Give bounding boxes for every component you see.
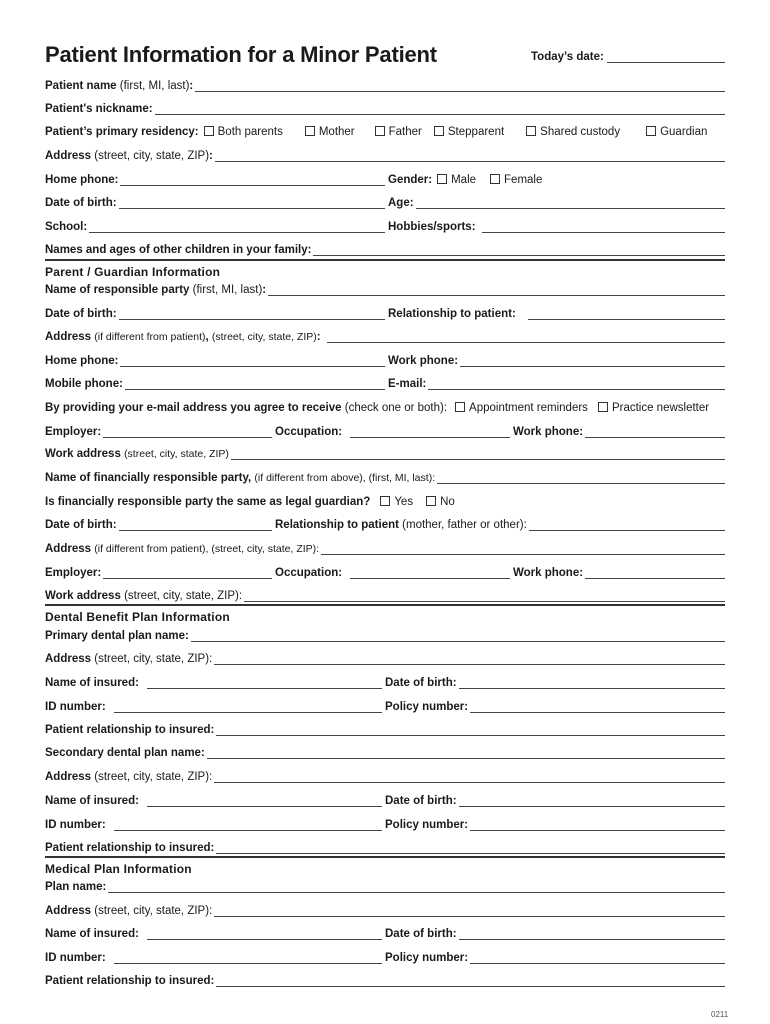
residency-guardian-checkbox[interactable]: Guardian xyxy=(646,126,707,138)
guardian-mobile-input[interactable] xyxy=(125,378,385,390)
same-as-guardian-label: Is financially responsible party the same as legal guardian? xyxy=(45,496,371,508)
guardian-relationship-label: Relationship to patient: xyxy=(388,308,516,320)
dental-dob-2-input[interactable] xyxy=(459,795,725,807)
guardian-mobile-label: Mobile phone: xyxy=(45,378,123,390)
guardian-home-phone-label: Home phone: xyxy=(45,355,119,367)
dental-relationship-1-input[interactable] xyxy=(216,724,725,736)
checkbox-icon xyxy=(437,174,447,184)
guardian-address-label: Address xyxy=(45,331,92,343)
dental-id-1-input[interactable] xyxy=(114,701,382,713)
dental-relationship-1-label: Patient relationship to insured: xyxy=(45,724,215,736)
dental-address-2-hint: (street, city, state, ZIP): xyxy=(94,771,213,783)
dental-section-title: Dental Benefit Plan Information xyxy=(45,610,230,624)
dental-address-1-hint: (street, city, state, ZIP): xyxy=(94,653,213,665)
primary-dental-plan-row xyxy=(45,626,725,642)
guardian-home-phone-input[interactable] xyxy=(120,355,385,367)
primary-dental-plan-input[interactable] xyxy=(191,630,725,642)
medical-address-label: Address xyxy=(45,905,92,917)
medical-address-input[interactable] xyxy=(214,905,725,917)
financial-address-hint: (if different from patient), (street, city, state, ZIP): xyxy=(94,543,320,555)
medical-insured-row xyxy=(45,924,725,940)
responsible-party-name-row: Name of responsible party (first, MI, last) : xyxy=(45,280,725,296)
guardian-email-input[interactable] xyxy=(428,378,725,390)
practice-newsletter-checkbox[interactable]: Practice newsletter xyxy=(598,402,709,414)
secondary-dental-plan-label: Secondary dental plan name: xyxy=(45,747,205,759)
financial-dob-input[interactable] xyxy=(119,519,272,531)
email-consent-row xyxy=(45,398,725,414)
dental-address-1-label: Address xyxy=(45,653,92,665)
siblings-row xyxy=(45,240,725,256)
financial-work-phone-label: Work phone: xyxy=(513,567,584,579)
guardian-section-title: Parent / Guardian Information xyxy=(45,265,221,279)
financial-work-phone-input[interactable] xyxy=(585,567,725,579)
guardian-address-row: Address (if different from patient) , (street, city, state, ZIP) : xyxy=(45,327,725,343)
guardian-address-input[interactable] xyxy=(327,331,725,343)
dental-id-1-label: ID number: xyxy=(45,701,106,713)
title-row xyxy=(45,42,725,72)
home-phone-gender-row xyxy=(45,170,725,186)
medical-relationship-label: Patient relationship to insured: xyxy=(45,975,215,987)
responsible-party-name-hint: (first, MI, last) xyxy=(192,284,263,296)
gender-female-checkbox[interactable]: Female xyxy=(490,174,542,186)
responsible-party-name-input[interactable] xyxy=(268,284,725,296)
financial-party-name-row xyxy=(45,468,725,484)
financial-relationship-label: Relationship to patient xyxy=(275,519,399,531)
hobbies-label: Hobbies/sports: xyxy=(388,221,476,233)
appointment-reminders-checkbox[interactable]: Appointment reminders xyxy=(455,402,588,414)
financial-work-address-hint: (street, city, state, ZIP): xyxy=(124,590,243,602)
financial-address-label: Address xyxy=(45,543,92,555)
page-title: Patient Information for a Minor Patient xyxy=(45,42,437,67)
secondary-dental-plan-input[interactable] xyxy=(207,747,725,759)
financial-employer-input[interactable] xyxy=(103,567,272,579)
section-divider xyxy=(45,259,725,261)
guardian-work-address-input[interactable] xyxy=(231,448,725,460)
guardian-work-address-hint: (street, city, state, ZIP) xyxy=(124,448,229,460)
guardian-work-phone-label: Work phone: xyxy=(388,355,459,367)
dental-dob-1-input[interactable] xyxy=(459,677,725,689)
dental-address-2-input[interactable] xyxy=(214,771,725,783)
todays-date-input[interactable] xyxy=(607,51,725,63)
residency-shared-custody-checkbox[interactable]: Shared custody xyxy=(526,126,620,138)
dental-id-2-label: ID number: xyxy=(45,819,106,831)
dental-dob-2-label: Date of birth: xyxy=(385,795,457,807)
patient-dob-input[interactable] xyxy=(119,197,385,209)
financial-work-address-label: Work address xyxy=(45,590,121,602)
section-divider xyxy=(45,604,725,606)
patient-address-label: Address xyxy=(45,150,92,162)
dental-dob-1-label: Date of birth: xyxy=(385,677,457,689)
email-consent-label: By providing your e-mail address you agree to receive xyxy=(45,402,342,414)
patient-name-row: Patient name (first, MI, last) : xyxy=(45,76,725,92)
guardian-address-hint-1: (if different from patient) xyxy=(94,331,206,343)
secondary-dental-plan-row xyxy=(45,743,725,759)
checkbox-icon xyxy=(598,402,608,412)
email-consent-hint: (check one or both): xyxy=(344,402,448,414)
dental-relationship-1-row xyxy=(45,720,725,736)
dental-relationship-2-input[interactable] xyxy=(216,842,725,854)
medical-address-hint: (street, city, state, ZIP): xyxy=(94,905,213,917)
todays-date-field xyxy=(531,51,725,63)
age-input[interactable] xyxy=(416,197,725,209)
guardian-work-phone-2-label: Work phone: xyxy=(513,426,584,438)
patient-name-input[interactable] xyxy=(195,80,725,92)
dental-address-1-input[interactable] xyxy=(214,653,725,665)
medical-dob-label: Date of birth: xyxy=(385,928,457,940)
financial-party-name-label: Name of financially responsible party, xyxy=(45,472,252,484)
residency-stepparent-checkbox[interactable]: Stepparent xyxy=(434,126,504,138)
same-as-guardian-no-checkbox[interactable]: No xyxy=(426,496,455,508)
financial-relationship-hint: (mother, father or other): xyxy=(402,519,527,531)
dental-insured-1-row xyxy=(45,673,725,689)
financial-employment-row xyxy=(45,563,725,579)
school-input[interactable] xyxy=(89,221,385,233)
checkbox-icon xyxy=(375,126,385,136)
checkbox-icon xyxy=(380,496,390,506)
guardian-dob-relationship-row xyxy=(45,304,725,320)
same-as-guardian-yes-checkbox[interactable]: Yes xyxy=(380,496,413,508)
patient-address-row: Address (street, city, state, ZIP) : xyxy=(45,146,725,162)
dental-insured-name-1-label: Name of insured: xyxy=(45,677,139,689)
checkbox-icon xyxy=(490,174,500,184)
patient-address-input[interactable] xyxy=(215,150,725,162)
guardian-work-address-row xyxy=(45,444,725,460)
dental-insured-name-2-input[interactable] xyxy=(147,795,382,807)
residency-label: Patient’s primary residency: xyxy=(45,126,199,138)
dental-insured-2-row xyxy=(45,791,725,807)
financial-occupation-label: Occupation: xyxy=(275,567,343,579)
medical-plan-name-input[interactable] xyxy=(108,881,725,893)
todays-date-label: Today’s date: xyxy=(531,51,604,63)
siblings-label: Names and ages of other children in your family: xyxy=(45,244,312,256)
medical-relationship-row xyxy=(45,971,725,987)
medical-policy-input[interactable] xyxy=(470,952,725,964)
checkbox-icon xyxy=(426,496,436,506)
checkbox-icon xyxy=(646,126,656,136)
dob-age-row xyxy=(45,193,725,209)
same-as-guardian-row xyxy=(45,492,725,508)
dental-insured-name-1-input[interactable] xyxy=(147,677,382,689)
dental-address-2-row xyxy=(45,767,725,783)
medical-id-label: ID number: xyxy=(45,952,106,964)
dental-id-2-input[interactable] xyxy=(114,819,382,831)
financial-address-row xyxy=(45,539,725,555)
residency-mother-checkbox[interactable]: Mother xyxy=(305,126,355,138)
financial-party-name-input[interactable] xyxy=(437,472,725,484)
guardian-occupation-input[interactable] xyxy=(350,426,510,438)
dental-address-2-label: Address xyxy=(45,771,92,783)
financial-relationship-input[interactable] xyxy=(529,519,725,531)
residency-row xyxy=(45,122,725,138)
guardian-mobile-email-row xyxy=(45,374,725,390)
checkbox-icon xyxy=(434,126,444,136)
medical-plan-name-label: Plan name: xyxy=(45,881,107,893)
checkbox-icon xyxy=(305,126,315,136)
patient-address-hint: (street, city, state, ZIP) xyxy=(94,150,210,162)
dental-address-1-row xyxy=(45,649,725,665)
dental-policy-1-input[interactable] xyxy=(470,701,725,713)
financial-occupation-input[interactable] xyxy=(350,567,510,579)
dental-insured-name-2-label: Name of insured: xyxy=(45,795,139,807)
school-hobbies-row xyxy=(45,217,725,233)
responsible-party-name-label: Name of responsible party xyxy=(45,284,190,296)
school-label: School: xyxy=(45,221,88,233)
gender-label: Gender: xyxy=(388,174,433,186)
dental-policy-2-input[interactable] xyxy=(470,819,725,831)
medical-address-row xyxy=(45,901,725,917)
financial-party-name-hint: (if different from above), (first, MI, last): xyxy=(254,472,436,484)
guardian-work-phone-2-input[interactable] xyxy=(585,426,725,438)
hobbies-input[interactable] xyxy=(482,221,725,233)
guardian-email-label: E-mail: xyxy=(388,378,427,390)
guardian-relationship-input[interactable] xyxy=(528,308,725,320)
checkbox-icon xyxy=(204,126,214,136)
section-divider xyxy=(45,856,725,858)
medical-insured-name-label: Name of insured: xyxy=(45,928,139,940)
checkbox-icon xyxy=(455,402,465,412)
guardian-phones-row xyxy=(45,351,725,367)
medical-section-title: Medical Plan Information xyxy=(45,862,192,876)
home-phone-label: Home phone: xyxy=(45,174,119,186)
dental-policy-2-label: Policy number: xyxy=(385,819,469,831)
guardian-work-address-label: Work address xyxy=(45,448,121,460)
dental-relationship-2-label: Patient relationship to insured: xyxy=(45,842,215,854)
dental-relationship-2-row xyxy=(45,838,725,854)
patient-nickname-input[interactable] xyxy=(155,103,725,115)
guardian-work-phone-input[interactable] xyxy=(460,355,725,367)
age-label: Age: xyxy=(388,197,414,209)
financial-dob-label: Date of birth: xyxy=(45,519,117,531)
medical-policy-label: Policy number: xyxy=(385,952,469,964)
home-phone-input[interactable] xyxy=(120,174,385,186)
medical-insured-name-input[interactable] xyxy=(147,928,382,940)
form-code: 0211 xyxy=(711,1010,729,1019)
financial-dob-relationship-row xyxy=(45,515,725,531)
gender-male-checkbox[interactable]: Male xyxy=(437,174,476,186)
guardian-employer-label: Employer: xyxy=(45,426,102,438)
patient-name-label: Patient name xyxy=(45,80,117,92)
medical-relationship-input[interactable] xyxy=(216,975,725,987)
medical-plan-name-row xyxy=(45,877,725,893)
guardian-address-hint-2: (street, city, state, ZIP) xyxy=(211,331,317,343)
patient-dob-label: Date of birth: xyxy=(45,197,117,209)
dental-policy-1-label: Policy number: xyxy=(385,701,469,713)
dental-id-1-row xyxy=(45,697,725,713)
medical-id-input[interactable] xyxy=(114,952,382,964)
siblings-input[interactable] xyxy=(313,244,725,256)
patient-name-hint: (first, MI, last) xyxy=(119,80,190,92)
guardian-employer-input[interactable] xyxy=(103,426,272,438)
patient-nickname-row xyxy=(45,99,725,115)
patient-nickname-label: Patient's nickname: xyxy=(45,103,153,115)
residency-both-parents-checkbox[interactable]: Both parents xyxy=(204,126,283,138)
guardian-occupation-label: Occupation: xyxy=(275,426,343,438)
financial-work-address-input[interactable] xyxy=(244,590,725,602)
financial-address-input[interactable] xyxy=(321,543,725,555)
guardian-employment-row xyxy=(45,422,725,438)
medical-id-row xyxy=(45,948,725,964)
guardian-dob-label: Date of birth: xyxy=(45,308,117,320)
checkbox-icon xyxy=(526,126,536,136)
dental-id-2-row xyxy=(45,815,725,831)
financial-work-address-row xyxy=(45,586,725,602)
primary-dental-plan-label: Primary dental plan name: xyxy=(45,630,189,642)
residency-father-checkbox[interactable]: Father xyxy=(375,126,422,138)
medical-dob-input[interactable] xyxy=(459,928,725,940)
guardian-dob-input[interactable] xyxy=(119,308,385,320)
financial-employer-label: Employer: xyxy=(45,567,102,579)
